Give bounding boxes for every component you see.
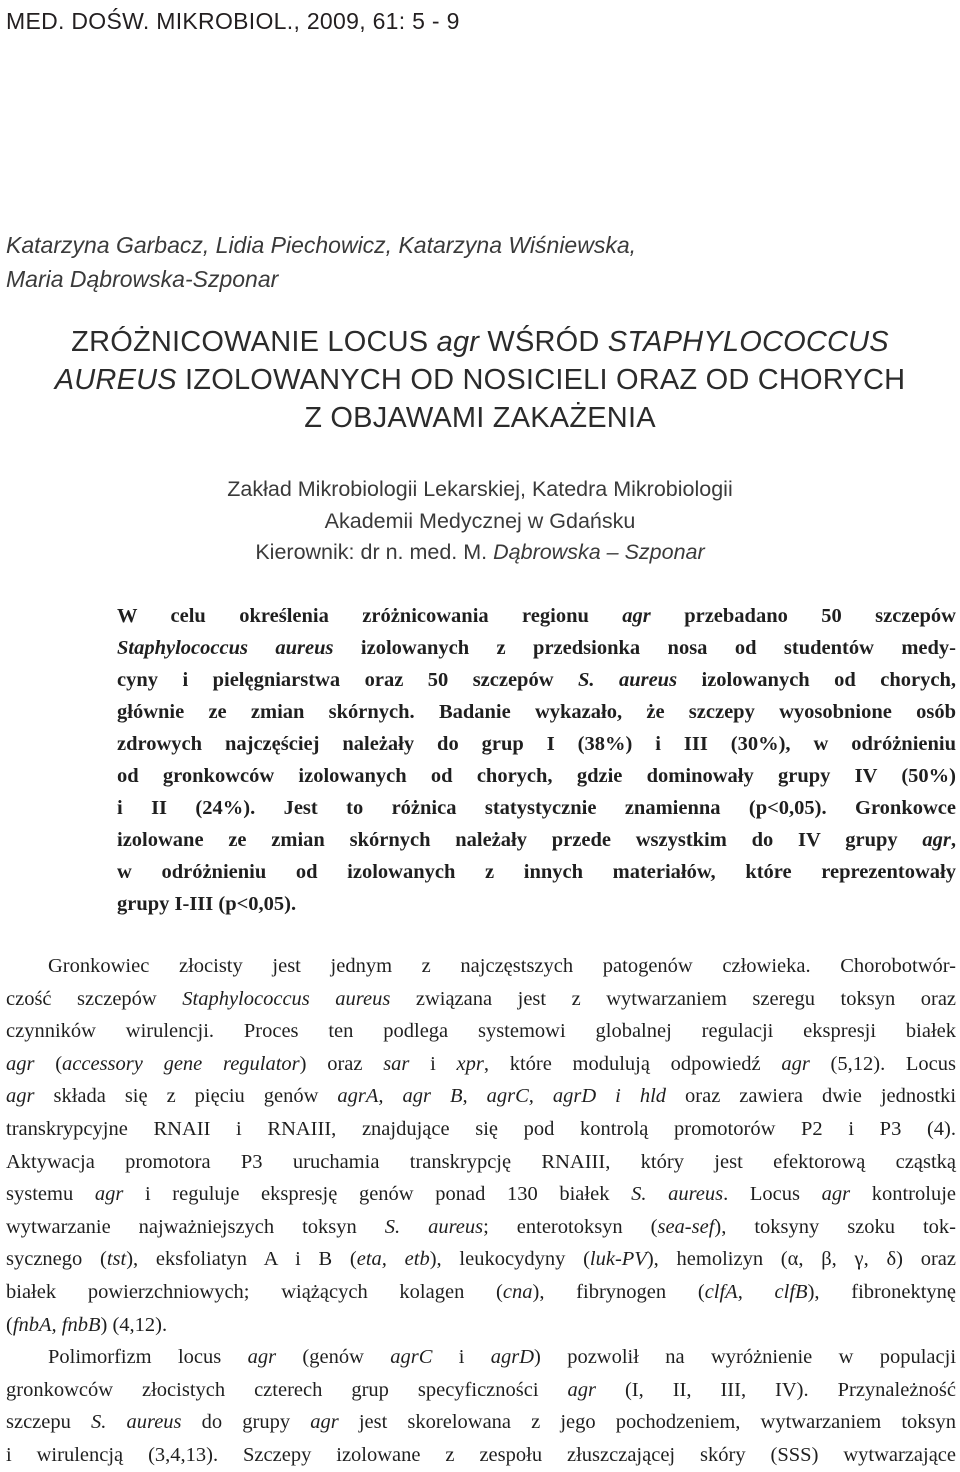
body-line: białek powierzchniowych; wiążących kolagen (cna), fibrynogen (clfA, clfB), fibronektynę: [6, 1280, 956, 1303]
abstract-line: głównie ze zmian skórnych. Badanie wykazało, że szczepy wyosobnione osób: [117, 701, 956, 723]
abstract-line: grupy I-III (p<0,05).: [117, 893, 297, 915]
abstract: [117, 600, 956, 920]
authors-line: Maria Dąbrowska-Szponar: [6, 266, 279, 292]
abstract-line: Staphylococcus aureus izolowanych z przedsionka nosa od studentów medy-: [117, 637, 956, 659]
affiliation-line: Akademii Medycznej w Gdańsku: [324, 508, 636, 533]
authors-line: Katarzyna Garbacz, Lidia Piechowicz, Katarzyna Wiśniewska,: [6, 232, 637, 258]
title-line: ZRÓŻNICOWANIE LOCUS agr WŚRÓD STAPHYLOCOCCUS: [71, 326, 889, 358]
body-line: Gronkowiec złocisty jest jednym z najczęstszych patogenów człowieka. Chorobotwór-: [48, 955, 956, 977]
abstract-line: W celu określenia zróżnicowania regionu agr przebadano 50 szczepów: [117, 605, 956, 627]
abstract-line: cyny i pielęgniarstwa oraz 50 szczepów S. aureus izolowanych od chorych,: [117, 669, 956, 691]
body-line: gronkowców złocistych czterech grup specyficzności agr (I, II, III, IV). Przynależność: [6, 1378, 956, 1401]
abstract-line: od gronkowców izolowanych od chorych, gdzie dominowały grupy IV (50%): [117, 765, 956, 787]
abstract-line: i II (24%). Jest to różnica statystycznie znamienna (p<0,05). Gronkowce: [117, 797, 956, 819]
affiliation: [0, 474, 960, 569]
body-line: systemu agr i reguluje ekspresję genów ponad 130 białek S. aureus. Locus agr kontroluje: [6, 1183, 957, 1206]
article-title: [0, 323, 960, 437]
body-line: agr (accessory gene regulator) oraz sar i xpr, które modulują odpowiedź agr (5,12). Locus: [6, 1052, 956, 1075]
body-text: [6, 950, 956, 1472]
affiliation-line: Zakład Mikrobiologii Lekarskiej, Katedra Mikrobiologii: [227, 477, 733, 501]
abstract-line: w odróżnieniu od izolowanych z innych materiałów, które reprezentowały: [117, 861, 956, 883]
body-line: Aktywacja promotora P3 uruchamia transkrypcję RNAIII, który jest efektorową cząstką: [6, 1150, 956, 1173]
abstract-line: zdrowych najczęściej należały do grup I (38%) i III (30%), w odróżnieniu: [117, 733, 956, 755]
body-line: czynników wirulencji. Proces ten podlega systemowi globalnej regulacji ekspresji białek: [6, 1020, 956, 1043]
body-line: (fnbA, fnbB) (4,12).: [6, 1313, 168, 1336]
body-line: transkrypcyjne RNAII i RNAIII, znajdujące się pod kontrolą promotorów P2 i P3 (4).: [6, 1117, 956, 1140]
title-line: Z OBJAWAMI ZAKAŻENIA: [304, 402, 656, 434]
body-line: szczepu S. aureus do grupy agr jest skorelowana z jego pochodzeniem, wytwarzaniem toksyn: [6, 1411, 957, 1434]
journal-header: MED. DOŚW. MIKROBIOL., 2009, 61: 5 - 9: [6, 8, 460, 34]
body-line: Polimorfizm locus agr (genów agrC i agrD) pozwolił na wyróżnienie w populacji: [48, 1346, 957, 1369]
authors: [6, 228, 636, 296]
affiliation-line: Kierownik: dr n. med. M. Dąbrowska – Szponar: [255, 540, 705, 564]
title-line: AUREUS IZOLOWANYCH OD NOSICIELI ORAZ OD CHORYCH: [54, 364, 906, 396]
abstract-line: izolowane ze zmian skórnych należały przede wszystkim do IV grupy agr,: [117, 829, 956, 851]
body-line: i wirulencją (3,4,13). Szczepy izolowane z zespołu złuszczającej skóry (SSS) wytwarzające: [6, 1443, 956, 1466]
body-line: agr składa się z pięciu genów agrA, agr B, agrC, agrD i hld oraz zawiera dwie jednostki: [6, 1085, 957, 1108]
body-line: czość szczepów Staphylococcus aureus związana jest z wytwarzaniem szeregu toksyn oraz: [6, 987, 957, 1010]
body-line: sycznego (tst), eksfoliatyn A i B (eta, etb), leukocydyny (luk-PV), hemolizyn (α, β, γ, δ) oraz: [6, 1248, 956, 1271]
body-line: wytwarzanie najważniejszych toksyn S. aureus; enterotoksyn (sea-sef), toksyny szoku tok-: [6, 1215, 957, 1238]
